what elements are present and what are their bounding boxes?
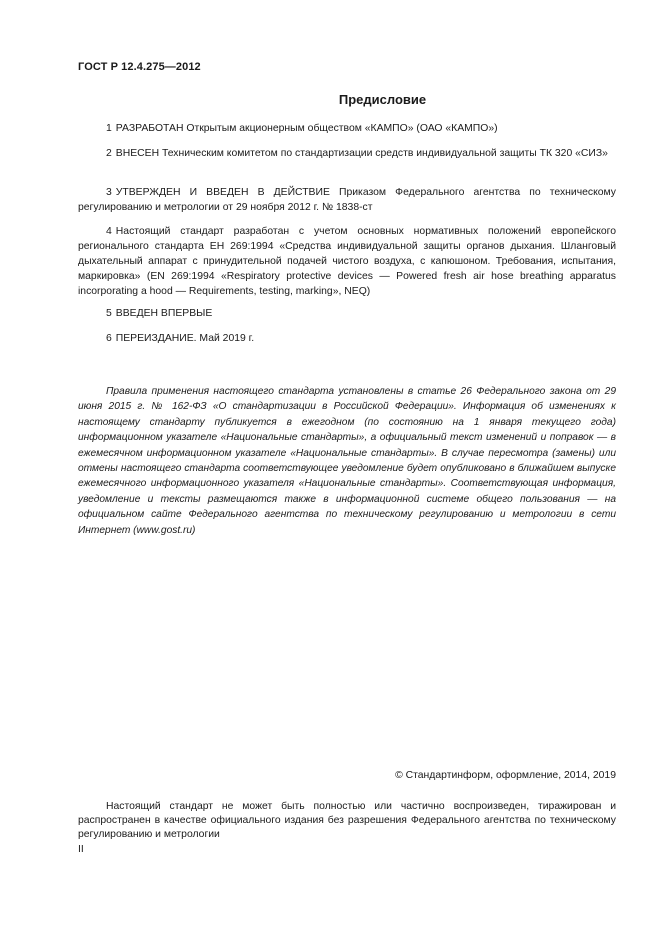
item-text: ВНЕСЕН Техническим комитетом по стандартизации средств индивидуальной защиты ТК 320 «СИЗ» <box>115 148 608 159</box>
foreword-item <box>78 224 616 299</box>
standard-code: ГОСТ Р 12.4.275—2012 <box>78 61 201 73</box>
item-number: 2 <box>106 148 112 159</box>
item-text: РАЗРАБОТАН Открытым акционерным обществом «КАМПО» (ОАО «КАМПО») <box>115 123 498 134</box>
foreword-item <box>78 306 616 321</box>
item-text: ВВЕДЕН ВПЕРВЫЕ <box>115 308 213 319</box>
item-number: 6 <box>106 333 112 344</box>
application-rules-note: Правила применения настоящего стандарта установлены в статье 26 Федерального закона от 29 июня 2015 г. № 162-ФЗ «О стандартизации в Российской Федерации». Информация об изменениях к настоящему стандарту публикуется в ежегодном (по состоянию на 1 января текущего года) информационном указателе «Национальные стандарты», а официальный текст изменений и поправок — в ежемесячном информационном указателе «Национальные стандарты». В случае пересмотра (замены) или отмены настоящего стандарта соответствующее уведомление будет опубликовано в ближайшем выпуске ежемесячного информационного указателя «Национальные стандарты». Соответствующая информация, уведомление и тексты размещаются также в информационной системе общего пользования — на официальном сайте Федерального агентства по техническому регулированию и метрологии в сети Интернет (www.gost.ru) <box>78 386 616 536</box>
copyright-line: © Стандартинформ, оформление, 2014, 2019 <box>395 770 616 781</box>
item-number: 1 <box>106 123 112 134</box>
foreword-item <box>78 121 616 136</box>
item-text: ПЕРЕИЗДАНИЕ. Май 2019 г. <box>115 333 255 344</box>
item-number: 4 <box>106 226 112 237</box>
item-text: УТВЕРЖДЕН И ВВЕДЕН В ДЕЙСТВИЕ Приказом Федерального агентства по техническому регулированию и метрологии от 29 ноября 2012 г. № 1838-ст <box>78 187 616 213</box>
page-number: II <box>78 844 84 855</box>
item-number: 5 <box>106 308 112 319</box>
page-title: Предисловие <box>338 92 427 107</box>
foreword-item <box>78 185 616 215</box>
foreword-item <box>78 146 616 161</box>
item-number: 3 <box>106 187 112 198</box>
foreword-item <box>78 331 616 346</box>
reproduction-notice: Настоящий стандарт не может быть полностью или частично воспроизведен, тиражирован и распространен в качестве официального издания без разрешения Федерального агентства по техническому регулированию и метрологии <box>78 801 616 840</box>
item-text: Настоящий стандарт разработан с учетом основных нормативных положений европейского регионального стандарта ЕН 269:1994 «Средства индивидуальной защиты органов дыхания. Шланговый дыхательный аппарат с принудительной подачей чистого воздуха, с капюшоном. Требования, испытания, маркировка» (EN 269:1994 «Respiratory protective devices — Powered fresh air hose breathing apparatus incorporating a hood — Requirements, testing, marking», NEQ) <box>78 226 616 297</box>
